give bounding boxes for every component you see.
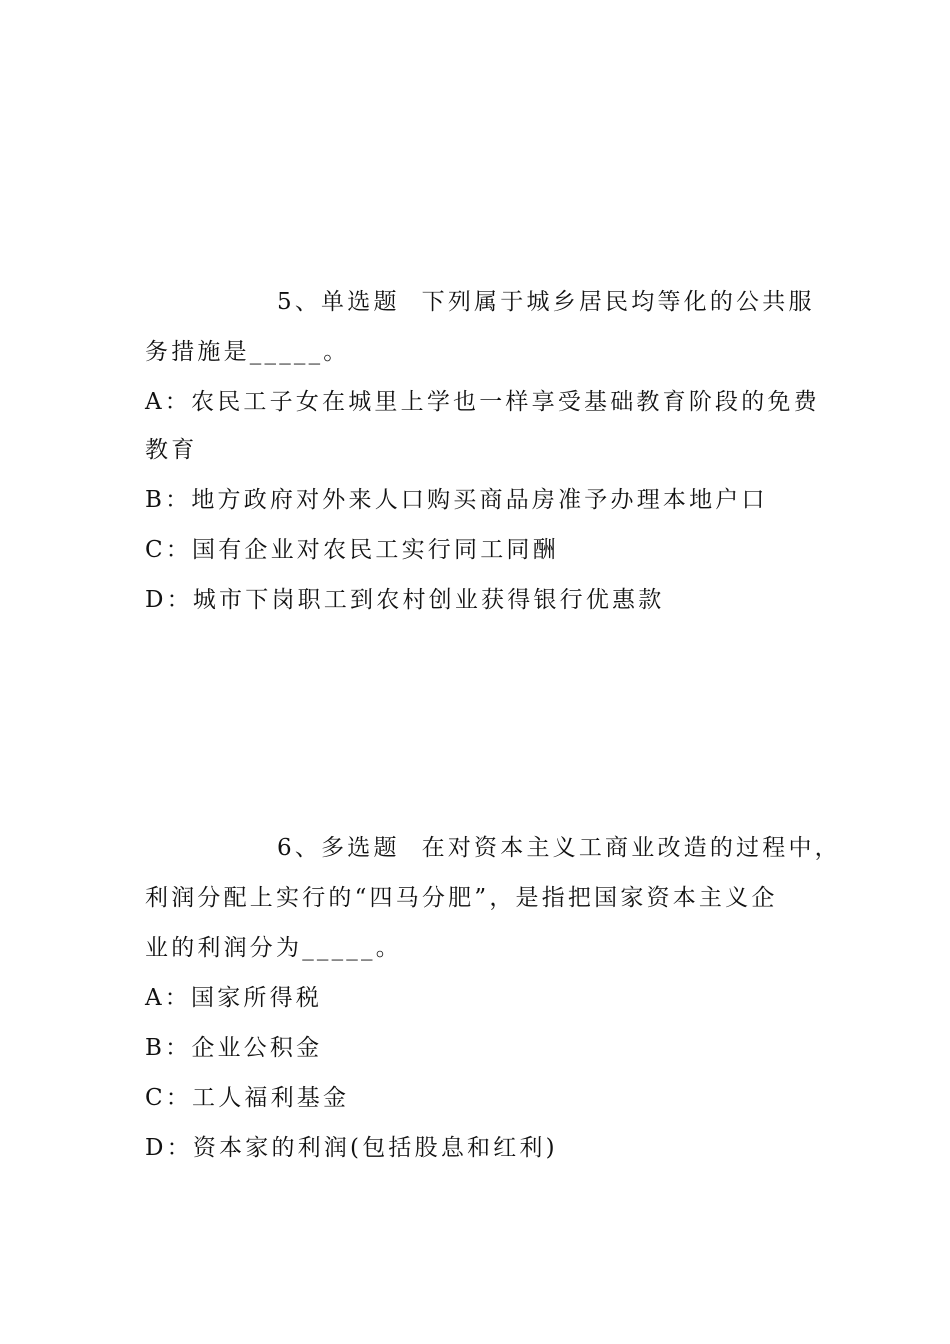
- question-stem-line: 利润分配上实行的“四马分肥”，是指把国家资本主义企: [145, 885, 778, 911]
- option-text: 城市下岗职工到农村创业获得银行优惠款: [192, 587, 665, 613]
- question-5-header: [277, 286, 815, 318]
- option-text: 农民工子女在城里上学也一样享受基础教育阶段的免费: [191, 389, 820, 415]
- option-d: [145, 584, 664, 616]
- option-text: 国有企业对农民工实行同工同酬: [192, 537, 559, 563]
- option-c: [145, 534, 559, 566]
- option-label: D：: [145, 1135, 193, 1161]
- option-label: C：: [145, 537, 192, 563]
- option-label: B：: [145, 1035, 192, 1061]
- option-text: 地方政府对外来人口购买商品房准予办理本地户口: [191, 487, 768, 513]
- option-text: 国家所得税: [191, 985, 323, 1011]
- option-label: A：: [145, 389, 192, 415]
- option-text-continued: 教育: [145, 437, 198, 463]
- option-d: [145, 1132, 558, 1164]
- option-label: A：: [145, 985, 192, 1011]
- option-label: C：: [145, 1085, 192, 1111]
- question-type: 、单选题: [294, 289, 400, 315]
- question-6-header: [277, 832, 841, 864]
- option-label: D：: [145, 587, 193, 613]
- option-text: 资本家的利润(包括股息和红利): [192, 1135, 558, 1161]
- option-b: [145, 484, 768, 516]
- question-stem-line: 务措施是_____。: [145, 339, 350, 365]
- option-a: [145, 982, 322, 1014]
- question-stem-line: 在对资本主义工商业改造的过程中，: [421, 835, 841, 861]
- question-type: 、多选题: [294, 835, 400, 861]
- option-b: [145, 1032, 322, 1064]
- option-text: 工人福利基金: [192, 1085, 350, 1111]
- option-text: 企业公积金: [191, 1035, 323, 1061]
- question-stem-line: 下列属于城乡居民均等化的公共服: [421, 289, 815, 315]
- option-label: B：: [145, 487, 192, 513]
- option-c: [145, 1082, 349, 1114]
- option-a: [145, 386, 820, 418]
- question-number: 6: [277, 835, 295, 861]
- question-stem-line: 业的利润分为_____。: [145, 935, 402, 961]
- question-number: 5: [277, 289, 295, 315]
